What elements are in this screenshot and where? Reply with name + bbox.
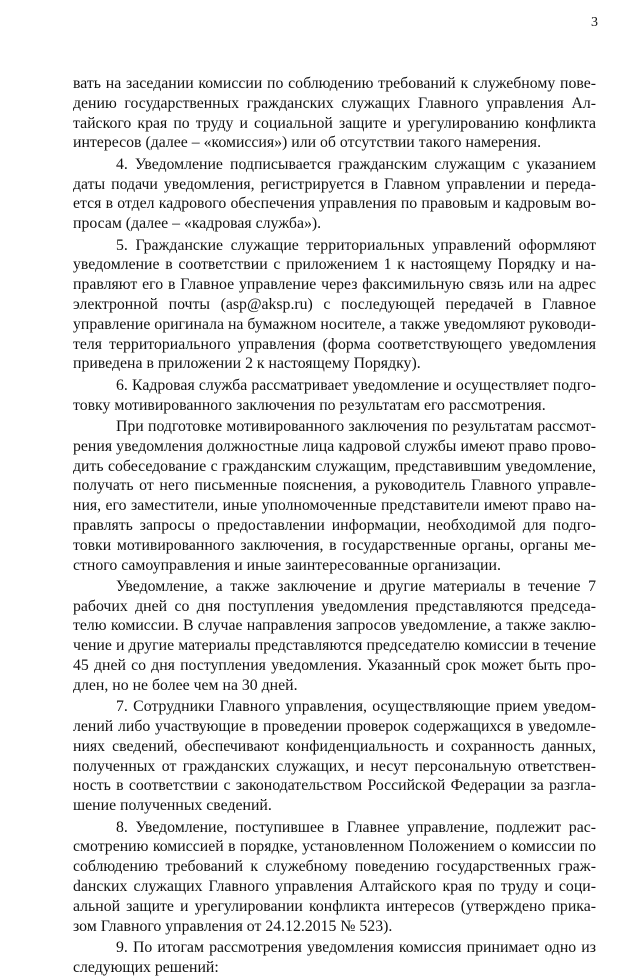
paragraph-item-5: 5. Гражданские служащие территориальных управлений оформляют уведомление в соответствии с приложением 1 к настоящему Порядку и направляют его в Главное управление через факсимильную связь или на адрес электронной почты (asp@aksp.ru) с последующей передачей в Главное управление оригинала на бумажном носителе, а также уведомляют руководителя территориального управления (форма соответствующего уведомления приведена в приложении 2 к настоящему Порядку).	[73, 236, 596, 373]
paragraph-item-7: 7. Сотрудники Главного управления, осуществляющие прием уведомлений либо участвующие в проведении проверок содержащихся в уведомлениях сведений, обеспечивают конфиденциальность и сохранность данных, полученных от гражданских служащих, и несут персональную ответственность в соответствии с законодательством Российской Федерации за разглашение полученных сведений.	[73, 698, 596, 815]
paragraph-item-6-preparation: При подготовке мотивированного заключения по результатам рассмотрения уведомления должностные лица кадровой службы имеют право проводить собеседование с гражданским служащим, представившим уведомление, получать от него письменные пояснения, а руководитель Главного управления, его заместители, иные уполномоченные представители имеют право направлять запросы о предоставлении информации, необходимой для подготовки мотивированного заключения, в государственные органы, органы местного самоуправления и иные заинтересованные организации.	[73, 417, 596, 574]
paragraph-item-8: 8. Уведомление, поступившее в Главнее управление, подлежит рассмотрению комиссией в порядке, установленном Положением о комиссии по соблюдению требований к служебному поведению государственных гражdанских служащих Главного управления Алтайского края по труду и социальной защите и урегулировании конфликта интересов (утверждено приказом Главного управления от 24.12.2015 № 523).	[73, 818, 596, 935]
document-body	[73, 74, 596, 979]
paragraph-item-9: 9. По итогам рассмотрения уведомления комиссия принимает одно из следующих решений:	[73, 939, 596, 976]
paragraph-continuation: вать на заседании комиссии по соблюдению требований к служебному поведению государственных гражданских служащих Главного управления Алтайского края по труду и социальной защите и урегулированию конфликта интересов (далее – «комиссия») или об отсутствии такого намерения.	[73, 75, 596, 152]
page-number: 3	[591, 15, 598, 30]
paragraph-item-4: 4. Уведомление подписывается гражданским служащим с указанием даты подачи уведомления, регистрируется в Главном управлении и передается в отдел кадрового обеспечения управления по правовым и кадровым вопросам (далее – «кадровая служба»).	[73, 155, 596, 233]
paragraph-item-6: 6. Кадровая служба рассматривает уведомление и осуществляет подготовку мотивированного заключения по результатам его рассмотрения.	[73, 376, 596, 414]
paragraph-item-6-deadlines: Уведомление, а также заключение и другие материалы в течение 7 рабочих дней со дня поступления уведомления представляются председателю комиссии. В случае направления запросов уведомление, а также заключение и другие материалы представляются председателю комиссии в течение 45 дней со дня поступления уведомления. Указанный срок может быть продлен, но не более чем на 30 дней.	[73, 577, 596, 694]
